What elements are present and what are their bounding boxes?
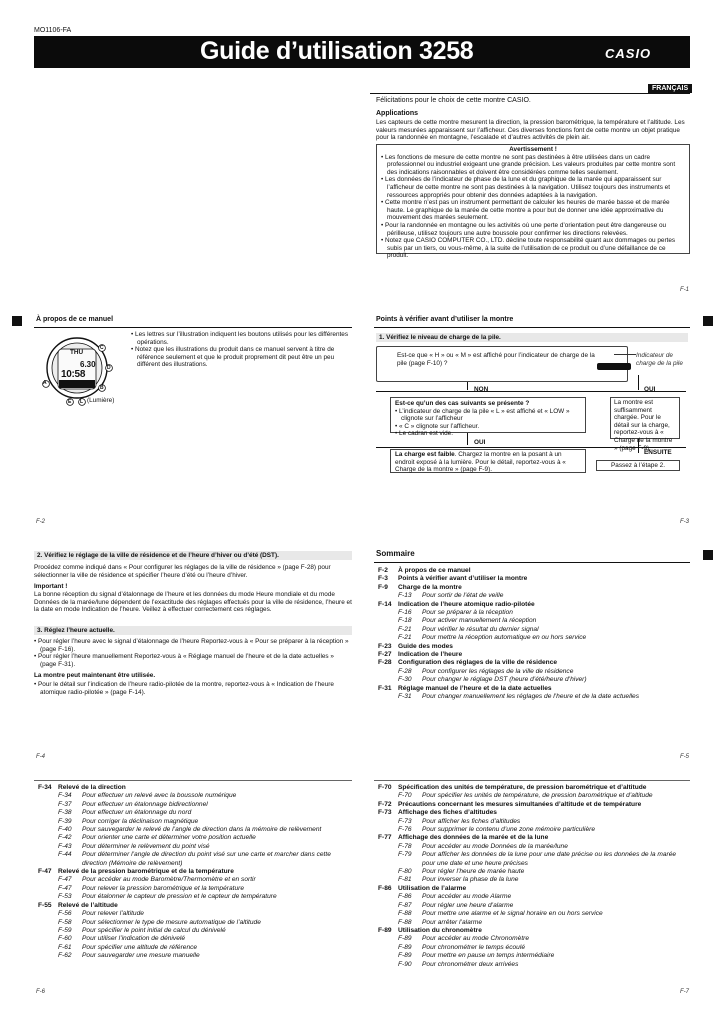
- toc-subentry: [378, 634, 688, 642]
- toc-entry: [378, 885, 690, 893]
- toc-subentry: [38, 935, 350, 943]
- lang-rule: [370, 93, 690, 94]
- battery-indicator-label: Indicateur de charge de la pile: [636, 352, 683, 367]
- ready-list: [34, 681, 352, 696]
- toc-title: Pour chronométrer le temps écoulé: [422, 943, 525, 951]
- toc-entry: [378, 643, 688, 651]
- warning-item: • Les données de l’indicateur de phase de la lune et du graphique de la marée qui apparaissent sur l’afficheur de cette montre ne sont pas destinées à la navigation. Utilisez toujours des instruments et ressources appropriés pour obtenir des données adaptées à la navigation.: [381, 176, 685, 199]
- toc-subentry: [38, 927, 350, 935]
- toc-page-ref: F-21: [398, 634, 412, 642]
- toc-title: Affichage des fiches d’altitudes: [398, 809, 497, 817]
- toc-page-ref: F-53: [58, 893, 72, 901]
- toc-page-ref: F-60: [58, 935, 72, 943]
- toc-page-ref: F-87: [398, 901, 412, 909]
- toc-page-ref: F-40: [58, 826, 72, 834]
- toc-title: Pour sauvegarder le relevé de l’angle de direction dans la mémoire de relèvement: [82, 826, 322, 834]
- toc-page-ref: F-72: [378, 800, 392, 808]
- toc-subentry: [38, 792, 350, 800]
- button-l-label: L: [80, 399, 84, 405]
- toc-page-ref: F-30: [398, 676, 412, 684]
- toc-entry: [378, 784, 690, 792]
- toc-title: Relevé de l’altitude: [58, 901, 118, 909]
- toc-page-ref: F-42: [58, 834, 72, 842]
- toc-title: Spécification des unités de température, de pression barométrique et d’altitude: [398, 784, 647, 791]
- toc-title: Affichage des données de la marée et de la lune: [398, 834, 549, 842]
- yes-label-2: OUI: [474, 439, 486, 446]
- toc-title: Pour spécifier les unités de température, de pression barométrique et d’altitude: [422, 792, 653, 800]
- toc-page-ref: F-89: [398, 935, 412, 943]
- step2-header: 2. Vérifiez le réglage de la ville de résidence et de l’heure d’hiver ou d’été (DST).: [34, 551, 352, 560]
- section-heading: Points à vérifier avant d’utiliser la montre: [376, 316, 514, 323]
- toc-title: Charge de la montre: [398, 583, 462, 591]
- toc-title: Pour mettre la réception automatique en ou hors service: [422, 634, 587, 642]
- toc-title: Pour effectuer un étalonnage du nord: [82, 809, 192, 817]
- arrow-no: [467, 382, 468, 390]
- toc-subentry: [378, 792, 690, 800]
- toc-title: Pour régler l’heure de marée haute: [422, 868, 525, 876]
- button-d-label: D: [107, 365, 111, 371]
- toc-subentry: [378, 851, 690, 868]
- toc-subentry: [378, 826, 690, 834]
- intro-text: Félicitations pour le choix de cette montre CASIO.: [376, 97, 531, 104]
- toc-page-ref: F-76: [398, 826, 412, 834]
- toc-list: [378, 567, 688, 702]
- toc-title: Pour spécifier une altitude de référence: [82, 943, 198, 951]
- yes-label: OUI: [644, 386, 656, 393]
- toc-title: Pour effectuer un relevé avec la boussole numérique: [82, 792, 237, 800]
- toc-subentry: [378, 944, 690, 952]
- next-step-box: Passez à l’étape 2.: [596, 460, 680, 471]
- toc-page-ref: F-43: [58, 842, 72, 850]
- toc-subentry: [38, 952, 350, 960]
- toc-page-ref: F-31: [398, 693, 412, 701]
- toc-subentry: [378, 843, 690, 851]
- battery-indicator-graphic: [597, 363, 631, 370]
- toc-title: Réglage manuel de l’heure et de la date actuelles: [398, 684, 552, 692]
- apps-heading: Applications: [376, 110, 419, 117]
- watch-date-readout: 6.30: [80, 360, 96, 369]
- toc-page-ref: F-88: [398, 910, 412, 918]
- arrow-ensuite: [638, 439, 639, 453]
- toc-page-ref: F-62: [58, 952, 72, 960]
- toc-title: Pour afficher les fiches d’altitudes: [422, 817, 521, 825]
- toc-title: Pour mettre une alarme et le signal horaire en ou hors service: [422, 910, 603, 918]
- toc-subentry: [378, 617, 688, 625]
- toc-title: Pour accéder au mode Chronomètre: [422, 935, 530, 943]
- button-e-label: E: [68, 399, 72, 405]
- warning-item: • Les fonctions de mesure de cette montre ne sont pas destinées à être utilisées dans un cadre professionnel ou industriel exigeant une grande précision. Les valeurs produites par cette montre sont des indications raisonnables et doivent être considérées comme telles seulement.: [381, 154, 685, 177]
- page-number: F-4: [36, 754, 45, 760]
- toc-subentry: [378, 893, 690, 901]
- toc-subentry: [38, 910, 350, 918]
- toc-subentry: [38, 826, 350, 834]
- toc-subentry: [378, 693, 688, 701]
- toc-entry: [378, 659, 688, 667]
- toc-subentry: [38, 809, 350, 817]
- toc-title: Pour accéder au mode Données de la marée/lune: [422, 842, 568, 850]
- toc-subentry: [378, 818, 690, 826]
- toc-page-ref: F-47: [58, 876, 72, 884]
- toc-title: Pour arrêter l’alarme: [422, 918, 483, 926]
- warning-list: [377, 154, 689, 260]
- toc-title: Pour déterminer le relèvement du point visé: [82, 842, 210, 850]
- toc-title: Relevé de la direction: [58, 784, 126, 791]
- question2-item: • L’indicateur de charge de la pile « L » est affiché et « LOW » clignote sur l’afficheur: [395, 408, 581, 423]
- toc-title: Pour vérifier le résultat du dernier signal: [422, 625, 539, 633]
- warning-item: • Pour la randonnée en montagne ou les activités où une perte d’orientation peut être dangereuse ou périlleuse, utilisez toujours une autre boussole pour confirmer les directions relevées.: [381, 222, 685, 237]
- toc-entry: [38, 868, 350, 876]
- toc-title: Pour corriger la déclinaison magnétique: [82, 817, 199, 825]
- toc-title: Pour accéder au mode Baromètre/Thermomètre et en sortir: [82, 876, 256, 884]
- arrow-yes: [638, 375, 639, 390]
- ready-heading: La montre peut maintenant être utilisée.: [34, 672, 156, 679]
- toc-title: Pour utiliser l’indication de dénivelé: [82, 935, 185, 943]
- toc-subentry: [378, 919, 690, 927]
- toc-list: [38, 784, 350, 961]
- toc-page-ref: F-38: [58, 809, 72, 817]
- callout-line: [614, 354, 636, 355]
- toc-title: Utilisation du chronomètre: [398, 926, 482, 934]
- question2-item: • « C » clignote sur l’afficheur.: [395, 423, 581, 431]
- warning-item: • Notez que CASIO COMPUTER CO., LTD. décline toute responsabilité quant aux dommages ou pertes subis par un tiers, ou vous-même, à la suite de l’utilisation de ce produit ou d’une défaillance de ce produit.: [381, 237, 685, 260]
- step1-header: 1. Vérifiez le niveau de charge de la pile.: [376, 333, 688, 342]
- toc-page-ref: F-59: [58, 926, 72, 934]
- warning-box: [376, 144, 690, 260]
- toc-subentry: [378, 668, 688, 676]
- toc-title: Guide des modes: [398, 642, 453, 650]
- ensuite-label: ENSUITE: [644, 449, 672, 456]
- toc-subentry: [38, 885, 350, 893]
- toc-title: Pour régler une heure d’alarme: [422, 901, 514, 909]
- toc-list: [378, 784, 690, 969]
- toc-page-ref: F-34: [58, 792, 72, 800]
- toc-entry: [378, 601, 688, 609]
- section-heading: Sommaire: [376, 549, 415, 558]
- watch-day-readout: THU: [70, 349, 84, 356]
- toc-page-ref: F-37: [58, 800, 72, 808]
- toc-page-ref: F-13: [398, 592, 412, 600]
- toc-page-ref: F-80: [398, 868, 412, 876]
- toc-entry: [378, 809, 690, 817]
- toc-title: Pour inverser la phase de la lune: [422, 876, 519, 884]
- toc-title: Pour changer manuellement les réglages de l’heure et de la date actuelles: [422, 693, 639, 701]
- section-marker: [703, 550, 713, 560]
- toc-page-ref: F-2: [378, 567, 388, 574]
- toc-entry: [38, 902, 350, 910]
- toc-subentry: [378, 910, 690, 918]
- toc-subentry: [38, 893, 350, 901]
- step3-list: [34, 638, 352, 668]
- toc-subentry: [38, 801, 350, 809]
- toc-title: Pour relever l’altitude: [82, 910, 144, 918]
- weak-charge-box: [390, 449, 586, 473]
- toc-entry: [378, 651, 688, 659]
- toc-title: Pour étalonner le capteur de pression et le capteur de température: [82, 893, 277, 901]
- button-a-label: A: [43, 380, 47, 386]
- toc-page-ref: F-55: [38, 901, 52, 909]
- toc-subentry: [378, 868, 690, 876]
- manual-notes: [131, 331, 353, 369]
- step3-header: 3. Réglez l’heure actuelle.: [34, 626, 352, 635]
- toc-title: Pour effectuer un étalonnage bidirectionnel: [82, 800, 208, 808]
- toc-page-ref: F-79: [398, 851, 412, 859]
- toc-page-ref: F-9: [378, 583, 388, 591]
- toc-title: Pour orienter une carte et déterminer votre position actuelle: [82, 834, 256, 842]
- step3-item: • Pour régler l’heure manuellement Reportez-vous à « Réglage manuel de l’heure et de la date actuelles » (page F-31).: [34, 653, 352, 668]
- section-rule: [374, 327, 690, 328]
- toc-subentry: [378, 876, 690, 884]
- toc-title: Configuration des réglages de la ville de résidence: [398, 659, 558, 667]
- arrow-yes-2: [467, 433, 468, 445]
- section-heading: À propos de ce manuel: [36, 316, 114, 323]
- page-number: F-1: [680, 287, 689, 293]
- toc-page-ref: F-21: [398, 625, 412, 633]
- toc-subentry: [378, 609, 688, 617]
- toc-subentry: [378, 935, 690, 943]
- toc-title: Utilisation de l’alarme: [398, 884, 467, 892]
- toc-page-ref: F-16: [398, 609, 412, 617]
- important-text: La bonne réception du signal d’étalonnage de l’heure et les données du mode Heure mondiale et du mode Données de la marée/lune dépendent de l’exactitude des réglages effectués pour la ville de résidence, l’heure et la date en mode Indication de l’heure. Veillez à effectuer correctement ces réglages.: [34, 591, 352, 614]
- question2-title: Est-ce qu’un des cas suivants se présente ?: [395, 400, 530, 407]
- toc-title: Pour déterminer l’angle de direction du point visé sur une carte et marcher dans cette direction (Mémoire de relèvement): [82, 851, 331, 867]
- section-marker: [703, 316, 713, 326]
- toc-subentry: [38, 843, 350, 851]
- toc-page-ref: F-3: [378, 575, 388, 583]
- toc-subentry: [378, 676, 688, 684]
- toc-subentry: [38, 834, 350, 842]
- watch-time-readout: 10:58: [61, 369, 86, 380]
- toc-subentry: [378, 902, 690, 910]
- toc-page-ref: F-28: [398, 667, 412, 675]
- toc-subentry: [38, 851, 350, 868]
- toc-title: À propos de ce manuel: [398, 567, 471, 574]
- toc-title: Pour sélectionner le type de mesure automatique de l’altitude: [82, 918, 261, 926]
- toc-title: Points à vérifier avant d’utiliser la montre: [398, 575, 528, 583]
- toc-page-ref: F-39: [58, 817, 72, 825]
- toc-title: Indication de l’heure: [398, 651, 463, 659]
- language-tab: FRANÇAIS: [648, 84, 692, 93]
- toc-entry: [378, 927, 690, 935]
- toc-page-ref: F-77: [378, 834, 392, 842]
- toc-title: Pour activer manuellement la réception: [422, 617, 537, 625]
- toc-subentry: [378, 952, 690, 960]
- toc-page-ref: F-70: [378, 784, 392, 791]
- toc-title: Pour sauvegarder une mesure manuelle: [82, 952, 200, 960]
- toc-page-ref: F-89: [398, 952, 412, 960]
- toc-page-ref: F-88: [398, 918, 412, 926]
- button-b-label: B: [100, 385, 104, 391]
- toc-page-ref: F-18: [398, 617, 412, 625]
- toc-entry: [378, 584, 688, 592]
- toc-entry: [38, 784, 350, 792]
- toc-page-ref: F-14: [378, 600, 392, 608]
- page-number: F-2: [36, 519, 45, 525]
- toc-page-ref: F-70: [398, 792, 412, 800]
- toc-page-ref: F-47: [58, 884, 72, 892]
- weak-charge-bold: La charge est faible: [395, 451, 455, 458]
- toc-subentry: [38, 919, 350, 927]
- toc-page-ref: F-23: [378, 642, 392, 650]
- section-marker: [12, 316, 22, 326]
- divider: [376, 391, 686, 392]
- charged-ok-box: La montre est suffisamment chargée. Pour le détail sur la charge, reportez-vous à « Charge de la montre » (page F-9).: [610, 397, 680, 439]
- toc-page-ref: F-44: [58, 851, 72, 859]
- toc-title: Pour accéder au mode Alarme: [422, 893, 512, 901]
- toc-page-ref: F-56: [58, 910, 72, 918]
- toc-title: Pour mettre en pause un temps intermédiaire: [422, 952, 555, 960]
- question2-box: [390, 397, 586, 438]
- section-rule: [374, 562, 690, 563]
- weak-charge-text: . Chargez la montre en la posant à un endroit exposé à la lumière. Pour le détail, reportez-vous à « Charge de la montre » (page F-9).: [395, 451, 566, 474]
- page-number: F-3: [680, 519, 689, 525]
- toc-entry: [378, 801, 690, 809]
- toc-title: Pour spécifier le point initial de calcul du dénivelé: [82, 926, 226, 934]
- section-rule: [34, 327, 352, 328]
- question2-item: • Le cadran est vide.: [395, 430, 581, 438]
- page-number: F-7: [680, 989, 689, 995]
- toc-title: Relevé de la pression barométrique et de la température: [58, 868, 234, 876]
- apps-text: Les capteurs de cette montre mesurent la direction, la pression barométrique, la température et l’altitude. Les valeurs mesurées apparaissent sur l’afficheur. Ces diverses fonctions font de cette montre un objet pratique pour la randonnée en montagne, l’escalade et d’autres activités de plein air.: [376, 119, 685, 142]
- no-label: NON: [474, 386, 489, 393]
- toc-subentry: [38, 876, 350, 884]
- toc-page-ref: F-73: [398, 817, 412, 825]
- toc-subentry: [38, 818, 350, 826]
- toc-subentry: [378, 626, 688, 634]
- toc-title: Précautions concernant les mesures simultanées d’altitude et de température: [398, 800, 642, 808]
- toc-title: Pour relever la pression barométrique et la température: [82, 884, 244, 892]
- toc-entry: [378, 575, 688, 583]
- toc-entry: [378, 567, 688, 575]
- toc-title: Indication de l’heure atomique radio-pilotée: [398, 600, 535, 608]
- page-title: Guide d’utilisation 3258: [200, 37, 474, 65]
- toc-title: Pour configurer les réglages de la ville de résidence: [422, 667, 574, 675]
- toc-title: Pour supprimer le contenu d’une zone mémoire particulière: [422, 826, 595, 834]
- button-c-label: C: [100, 345, 104, 351]
- toc-page-ref: F-58: [58, 918, 72, 926]
- toc-entry: [378, 685, 688, 693]
- warning-item: • Cette montre n’est pas un instrument permettant de calculer les heures de marée basse et de marée haute. Le graphique de la marée de cette montre a pour but de donner une idée approximative du mouvement des marées seulement.: [381, 199, 685, 222]
- toc-title: Pour afficher les données de la lune pour une date précise ou les données de la marée pour une date et une heure précises: [422, 851, 677, 867]
- toc-title: Pour se préparer à la réception: [422, 609, 513, 617]
- toc-page-ref: F-78: [398, 842, 412, 850]
- doc-code: MO1106-FA: [34, 27, 72, 34]
- toc-title: Pour chronométrer deux arrivées: [422, 960, 519, 968]
- toc-page-ref: F-34: [38, 784, 52, 791]
- toc-page-ref: F-86: [378, 884, 392, 892]
- toc-title: Pour changer le réglage DST (heure d’été/heure d’hiver): [422, 676, 587, 684]
- toc-page-ref: F-89: [398, 943, 412, 951]
- warning-title: Avertissement !: [509, 146, 557, 153]
- manual-note: • Notez que les illustrations du produit dans ce manuel servent à titre de référence seulement et que le produit proprement dit peut être un peu différent des illustrations.: [131, 346, 353, 369]
- toc-page-ref: F-61: [58, 943, 72, 951]
- divider: [34, 780, 352, 781]
- divider: [374, 780, 690, 781]
- toc-subentry: [38, 944, 350, 952]
- question1-box: Est-ce que « H » ou « M » est affiché pour l’indicateur de charge de la pile (page F-10) ?: [376, 346, 628, 382]
- step3-item: • Pour régler l’heure avec le signal d’étalonnage de l’heure Reportez-vous à « Pour se préparer à la réception » (page F-16).: [34, 638, 352, 653]
- toc-subentry: [378, 961, 690, 969]
- manual-note: • Les lettres sur l’illustration indiquent les boutons utilisés pour les différentes opérations.: [131, 331, 353, 346]
- page-number: F-6: [36, 989, 45, 995]
- toc-title: Pour sortir de l’état de veille: [422, 592, 504, 600]
- ready-item: • Pour le détail sur l’indication de l’heure radio-pilotée de la montre, reportez-vous à « Indication de l’heure atomique radio-pilotée » (page F-14).: [34, 681, 352, 696]
- step2-text: Procédez comme indiqué dans « Pour configurer les réglages de la ville de résidence » (page F-28) pour sélectionner la ville de résidence et spécifier l’heure d’été ou l’heure d’hiver.: [34, 564, 331, 579]
- question2-list: [395, 408, 581, 438]
- toc-page-ref: F-81: [398, 876, 412, 884]
- toc-page-ref: F-73: [378, 809, 392, 817]
- toc-page-ref: F-90: [398, 960, 412, 968]
- toc-page-ref: F-27: [378, 651, 392, 659]
- divider: [376, 447, 686, 448]
- light-label: (Lumière): [87, 397, 115, 404]
- toc-entry: [378, 834, 690, 842]
- toc-page-ref: F-31: [378, 684, 392, 692]
- toc-page-ref: F-47: [38, 868, 52, 876]
- page-number: F-5: [680, 754, 689, 760]
- toc-subentry: [378, 592, 688, 600]
- toc-page-ref: F-86: [398, 893, 412, 901]
- toc-page-ref: F-89: [378, 926, 392, 934]
- important-heading: Important !: [34, 583, 68, 590]
- brand-logo: CASIO: [605, 46, 652, 61]
- toc-page-ref: F-28: [378, 659, 392, 667]
